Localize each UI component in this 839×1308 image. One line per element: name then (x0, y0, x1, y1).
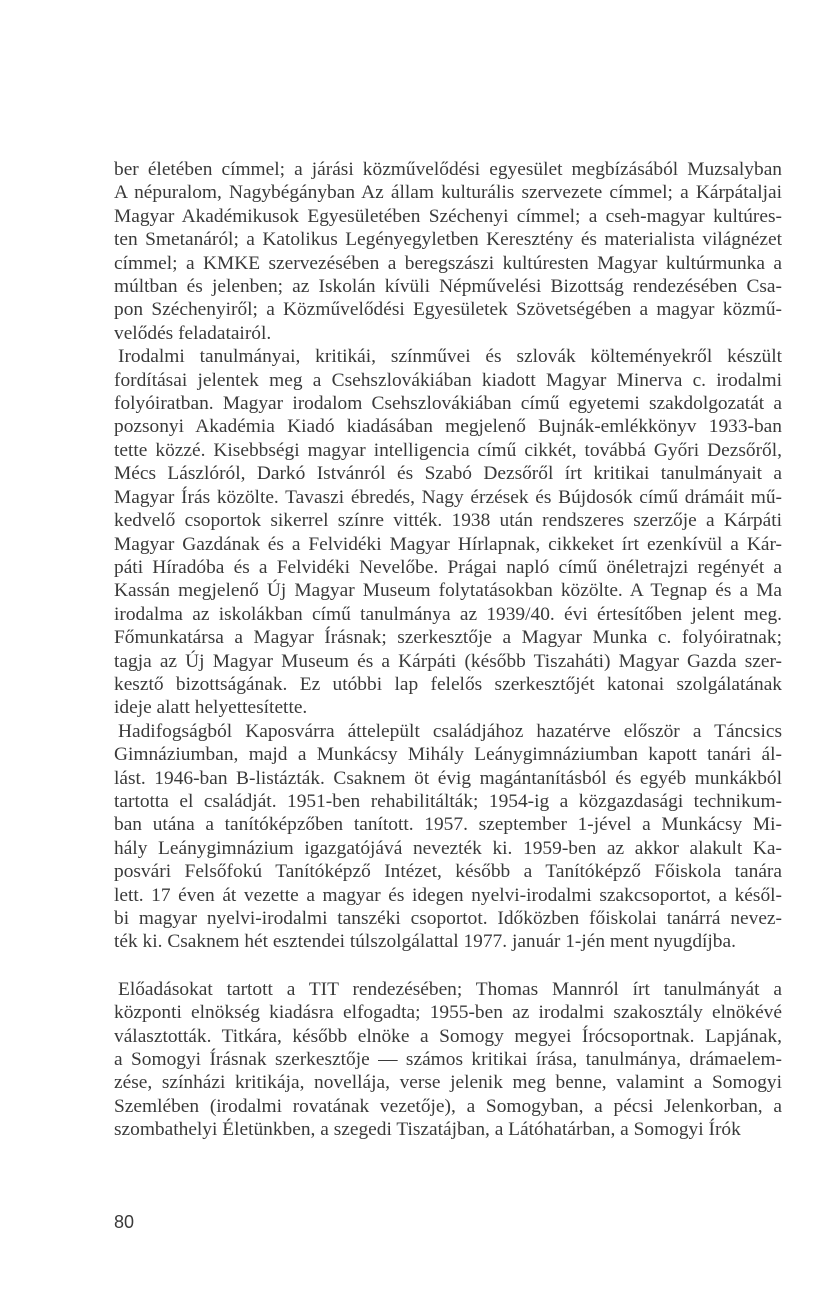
text-line: tagja az Új Magyar Museum és a Kárpáti (később Tiszaháti) Magyar Gazda szer- (114, 650, 782, 672)
text-line: ten Smetanáról; a Katolikus Legényegyletben Keresztény és materialista világnézet (114, 229, 782, 251)
text-line: posvári Felsőfokú Tanítóképző Intézet, később a Tanítóképző Főiskola tanára (114, 861, 782, 883)
paragraph (114, 978, 782, 1142)
text-line: irodalma az iskolákban című tanulmánya az 1939/40. évi értesítőben jelent meg. (114, 603, 782, 625)
text-line: pozsonyi Akadémia Kiadó kiadásában megjelenő Bujnák-emlékkönyv 1933-ban (114, 416, 782, 438)
text-line: Gimnáziumban, majd a Munkácsy Mihály Leánygimnáziumban kapott tanári ál- (114, 744, 782, 766)
text-line: központi elnökség kiadásra elfogadta; 1955-ben az irodalmi szakosztály elnökévé (114, 1002, 782, 1024)
text-line: Irodalmi tanulmányai, kritikái, színművei és szlovák költeményekről készült (118, 346, 782, 368)
text-line: páti Híradóba és a Felvidéki Nevelőbe. Prágai napló című önéletrajzi regényét a (114, 556, 782, 578)
text-line: ideje alatt helyettesítette. (114, 697, 308, 719)
text-line: lett. 17 éven át vezette a magyar és idegen nyelvi-irodalmi szakcsoportot, a késől- (114, 884, 782, 906)
text-line: lást. 1946-ban B-listázták. Csaknem öt évig magántanításból és egyéb munkákból (114, 767, 782, 789)
text-line: választották. Titkára, később elnöke a Somogy megyei Írócsoportnak. Lapjának, (114, 1025, 782, 1047)
text-line: tette közzé. Kisebbségi magyar intelligencia című cikkét, továbbá Győri Dezsőről, (114, 439, 782, 461)
paragraph (114, 720, 782, 954)
text-line: Főmunkatársa a Magyar Írásnak; szerkesztője a Magyar Munka c. folyóiratnak; (114, 627, 782, 649)
text-line: Magyar Akadémikusok Egyesületében Széchenyi címmel; a cseh-magyar kultúres- (114, 205, 782, 227)
text-line: hály Leánygimnázium igazgatójává nevezték ki. 1959-ben az akkor alakult Ka- (114, 837, 782, 859)
text-line: ber életében címmel; a járási közművelődési egyesület megbízásából Muzsalyban (114, 159, 782, 180)
text-line: Előadásokat tartott a TIT rendezésében; Thomas Mannról írt tanulmányát a (118, 978, 782, 1000)
paragraph (114, 158, 782, 345)
text-line: a Somogyi Írásnak szerkesztője — számos kritikai írása, tanulmánya, drámaelem- (114, 1049, 782, 1071)
page-number: 80 (114, 1212, 135, 1232)
body-text (114, 158, 782, 1142)
text-line: szombathelyi Életünkben, a szegedi Tiszatájban, a Látóhatárban, a Somogyi Írók (114, 1119, 741, 1141)
text-line: Mécs Lászlóról, Darkó Istvánról és Szabó Dezsőről írt kritikai tanulmányait a (114, 463, 782, 485)
text-line: Magyar Írás közölte. Tavaszi ébredés, Nagy érzések és Bújdosók című drámáit mű- (114, 486, 782, 508)
text-line: Kassán megjelenő Új Magyar Museum folytatásokban közölte. A Tegnap és a Ma (114, 580, 782, 602)
text-line: Hadifogságból Kaposvárra áttelepült családjához hazatérve először a Táncsics (118, 720, 782, 742)
text-line: kedvelő csoportok sikerrel színre vitték. 1938 után rendszeres szerzője a Kárpáti (114, 510, 782, 532)
text-line: múltban és jelenben; az Iskolán kívüli Népművelési Bizottság rendezésében Csa- (114, 276, 782, 298)
text-line: kesztő bizottságának. Ez utóbbi lap felelős szerkesztőjét katonai szolgálatának (114, 673, 782, 695)
text-line: Magyar Gazdának és a Felvidéki Magyar Hírlapnak, cikkeket írt ezenkívül a Kár- (114, 533, 782, 555)
text-line: címmel; a KMKE szervezésében a beregszászi kultúresten Magyar kultúrmunka a (114, 252, 782, 274)
paragraph (114, 345, 782, 720)
text-line: velődés feladatairól. (114, 322, 272, 344)
text-line: Szemlében (irodalmi rovatának vezetője), a Somogyban, a pécsi Jelenkorban, a (114, 1095, 782, 1117)
text-line: pon Széchenyiről; a Közművelődési Egyesületek Szövetségében a magyar közmű- (114, 299, 782, 321)
text-line: A népuralom, Nagybégányban Az állam kulturális szervezete címmel; a Kárpátaljai (114, 182, 782, 204)
text-line: zése, színházi kritikája, novellája, verse jelenik meg benne, valamint a Somogyi (114, 1072, 782, 1094)
text-line: ban utána a tanítóképzőben tanított. 1957. szeptember 1-jével a Munkácsy Mi- (114, 814, 782, 836)
text-line: fordításai jelentek meg a Csehszlovákiában kiadott Magyar Minerva c. irodalmi (114, 369, 782, 391)
text-line: tartotta el családját. 1951-ben rehabilitálták; 1954-ig a közgazdasági technikum- (114, 790, 782, 812)
text-line: bi magyar nyelvi-irodalmi tanszéki csoportot. Időközben főiskolai tanárrá nevez- (114, 908, 782, 929)
text-line: ték ki. Csaknem hét esztendei túlszolgálattal 1977. január 1-jén ment nyugdíjba. (114, 931, 736, 953)
text-line: folyóiratban. Magyar irodalom Csehszlovákiában című egyetemi szakdolgozatát a (114, 393, 782, 415)
